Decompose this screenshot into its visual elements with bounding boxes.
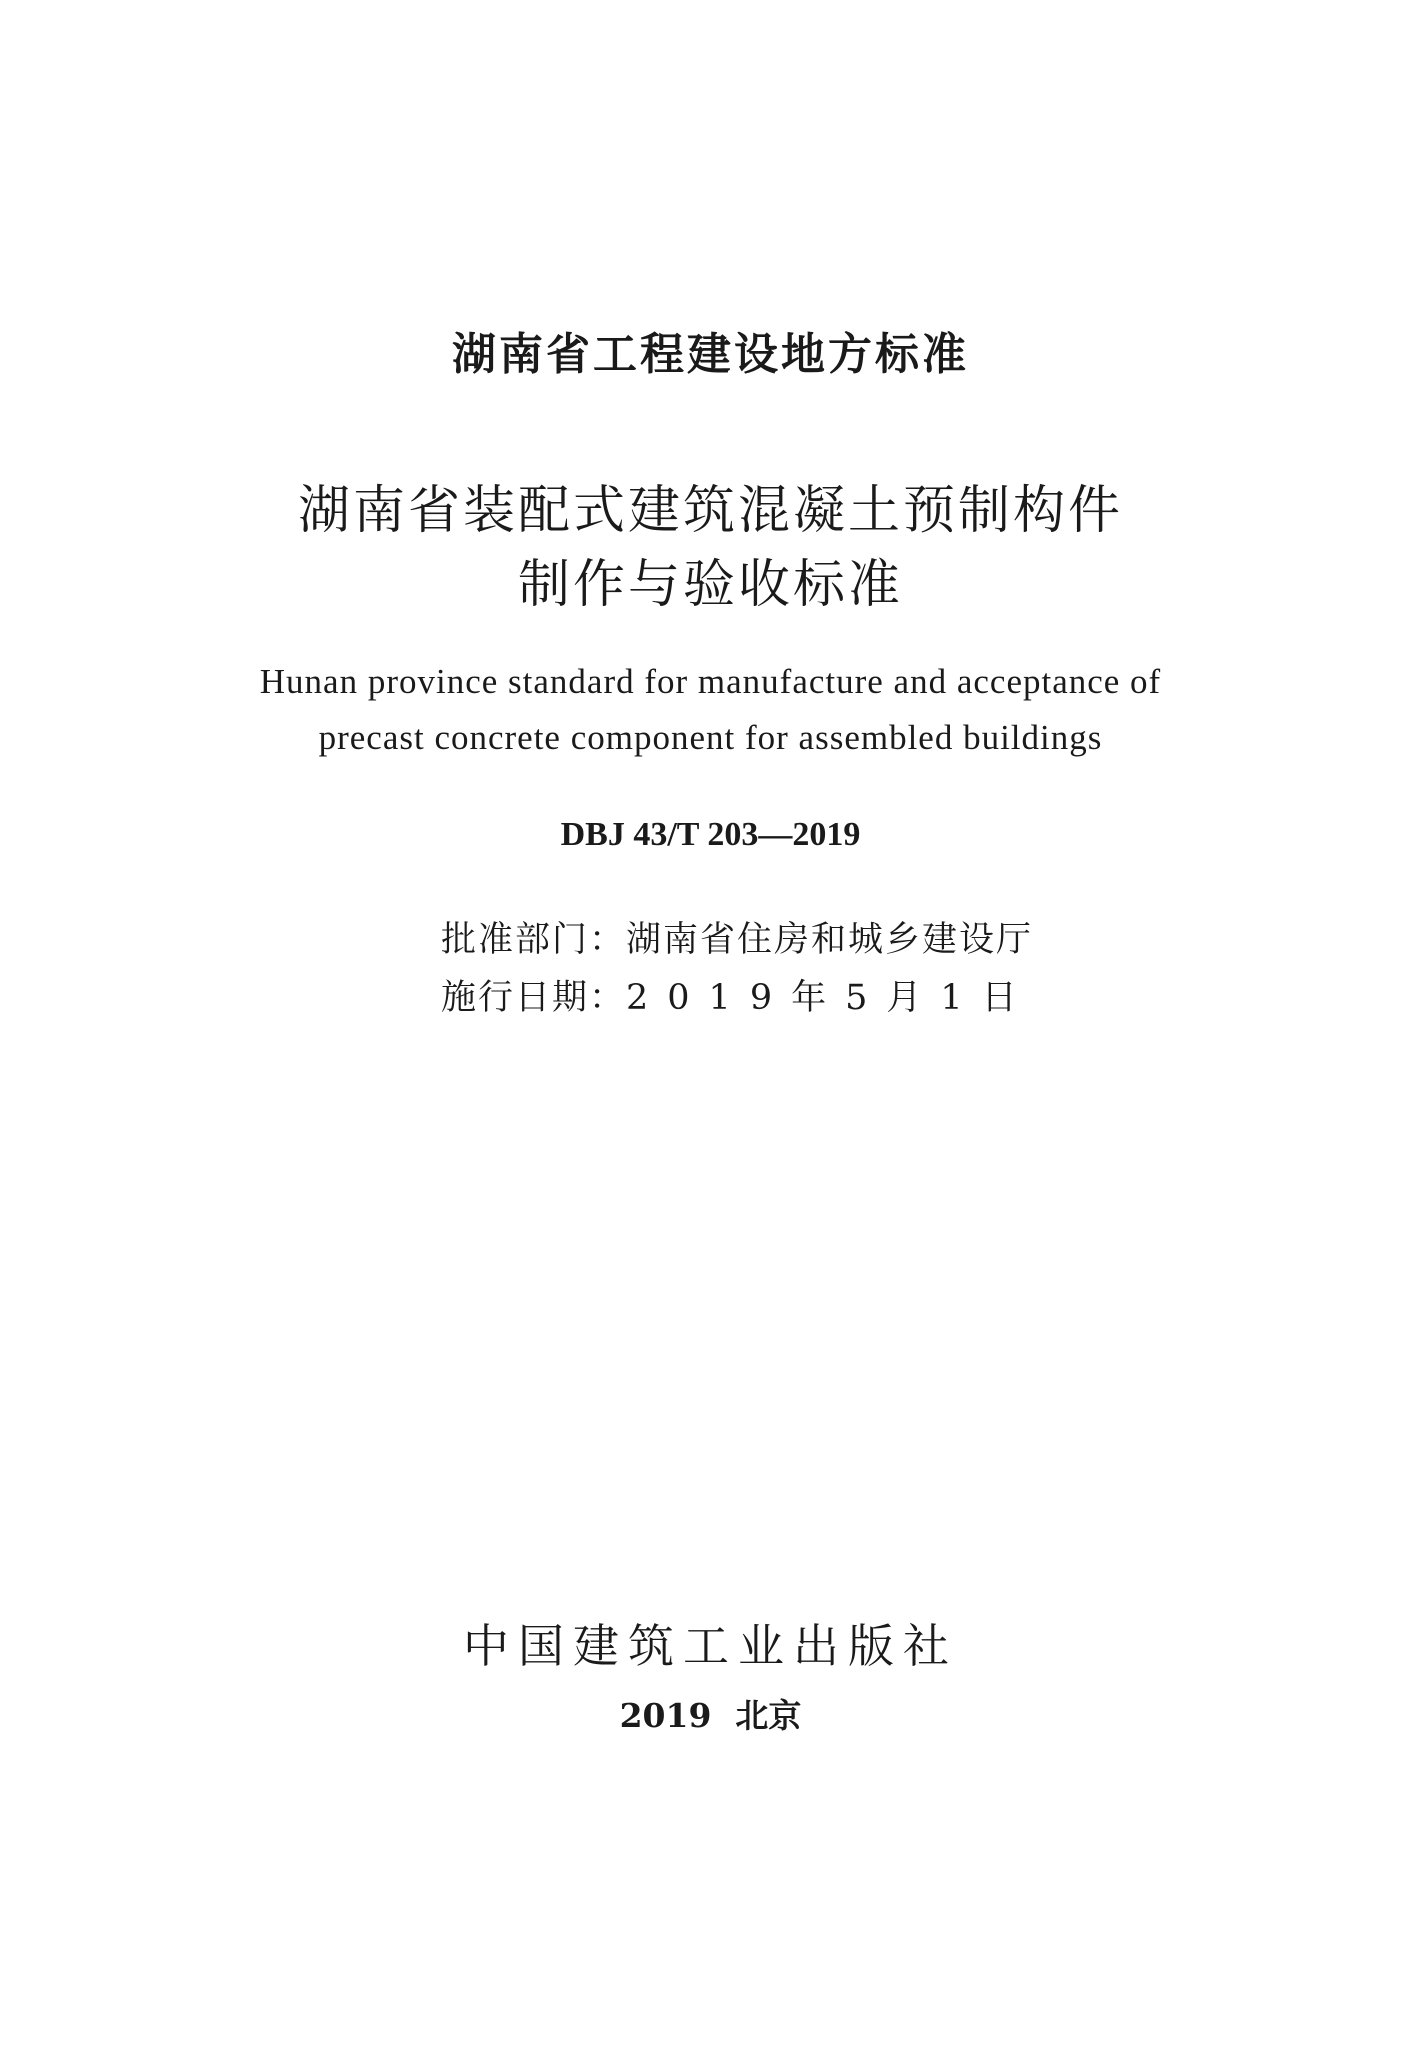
series-header: 湖南省工程建设地方标准 — [452, 329, 969, 380]
standard-code: DBJ 43/T 203—2019 — [560, 816, 861, 853]
imprint-city: 北京 — [735, 1696, 802, 1735]
document-title-line-2: 制作与验收标准 — [517, 555, 903, 615]
imprint-year: 2019 — [619, 1696, 712, 1735]
english-title-line-2: precast concrete component for assembled buildings — [318, 718, 1103, 757]
document-title-line-1: 湖南省装配式建筑混凝土预制构件 — [297, 481, 1123, 541]
publisher-name: 中国建筑工业出版社 — [463, 1619, 958, 1673]
approval-value: 湖南省住房和城乡建设厅 — [626, 920, 1034, 960]
approval-label: 批准部门： — [441, 920, 627, 960]
effective-date-row — [441, 970, 1036, 1020]
effective-date-value: 2019年5月1日 — [626, 978, 1036, 1018]
effective-date-label: 施行日期： — [441, 978, 627, 1018]
english-title-line-1: Hunan province standard for manufacture and acceptance of — [259, 662, 1162, 701]
imprint-line — [0, 1690, 1421, 1737]
approval-row — [441, 912, 1033, 962]
